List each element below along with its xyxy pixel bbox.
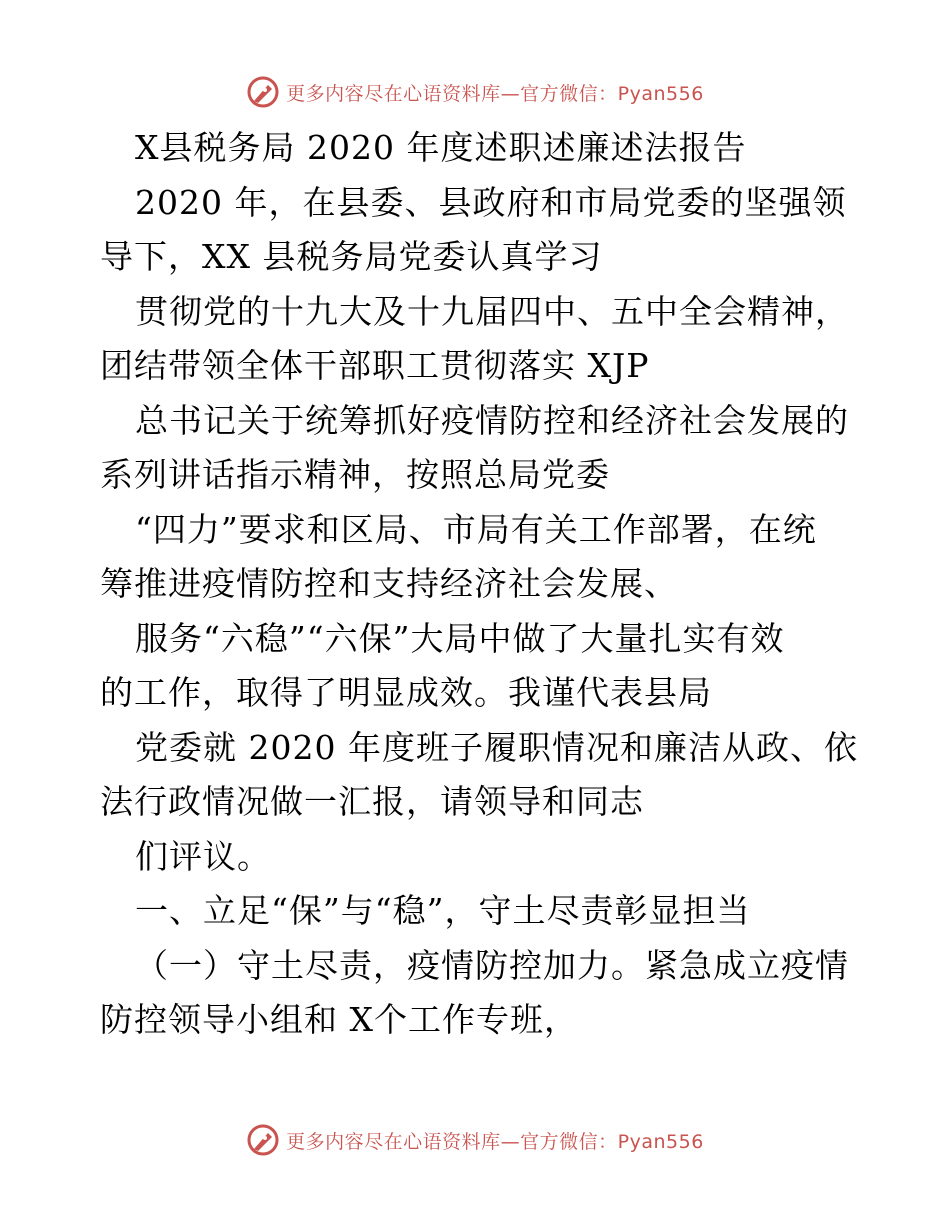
watermark-text: 更多内容尽在心语资料库—官方微信：Pyan556 xyxy=(286,82,704,105)
paragraph-line: “四力”要求和区局、市局有关工作部署，在统 xyxy=(135,510,817,549)
pen-nib-circle-icon xyxy=(246,1123,280,1157)
paragraph-line: 服务“六稳”“六保”大局中做了大量扎实有效 xyxy=(135,619,785,658)
paragraph-line: 贯彻党的十九大及十九届四中、五中全会精神， xyxy=(135,292,849,331)
watermark-banner-top xyxy=(0,70,950,114)
paragraph-line: 防控领导小组和 X个工作专班， xyxy=(100,1000,578,1039)
paragraph-line: 们评议。 xyxy=(135,837,271,876)
paragraph-line: 党委就 2020 年度班子履职情况和廉洁从政、依 xyxy=(135,728,858,767)
paragraph-line: 法行政情况做一汇报，请领导和同志 xyxy=(100,782,644,821)
watermark-banner-bottom xyxy=(0,1118,950,1162)
paragraph-line: 系列讲话指示精神，按照总局党委 xyxy=(100,455,610,494)
paragraph-line: 筹推进疫情防控和支持经济社会发展、 xyxy=(100,564,678,603)
paragraph-line: （一）守土尽责，疫情防控加力。紧急成立疫情 xyxy=(135,946,849,985)
paragraph-line: 一、立足“保”与“稳”，守土尽责彰显担当 xyxy=(135,891,751,930)
paragraph-line: 导下，XX 县税务局党委认真学习 xyxy=(100,237,603,276)
paragraph-line: 总书记关于统筹抓好疫情防控和经济社会发展的 xyxy=(135,401,849,440)
watermark-text: 更多内容尽在心语资料库—官方微信：Pyan556 xyxy=(286,1130,704,1153)
paragraph-line: 的工作，取得了明显成效。我谨代表县局 xyxy=(100,673,712,712)
paragraph-line: 2020 年，在县委、县政府和市局党委的坚强领 xyxy=(135,183,847,222)
pen-nib-circle-icon xyxy=(246,75,280,109)
paragraph-line: 团结带领全体干部职工贯彻落实 XJP xyxy=(100,346,650,385)
document-title: X县税务局 2020 年度述职述廉述法报告 xyxy=(135,128,747,167)
